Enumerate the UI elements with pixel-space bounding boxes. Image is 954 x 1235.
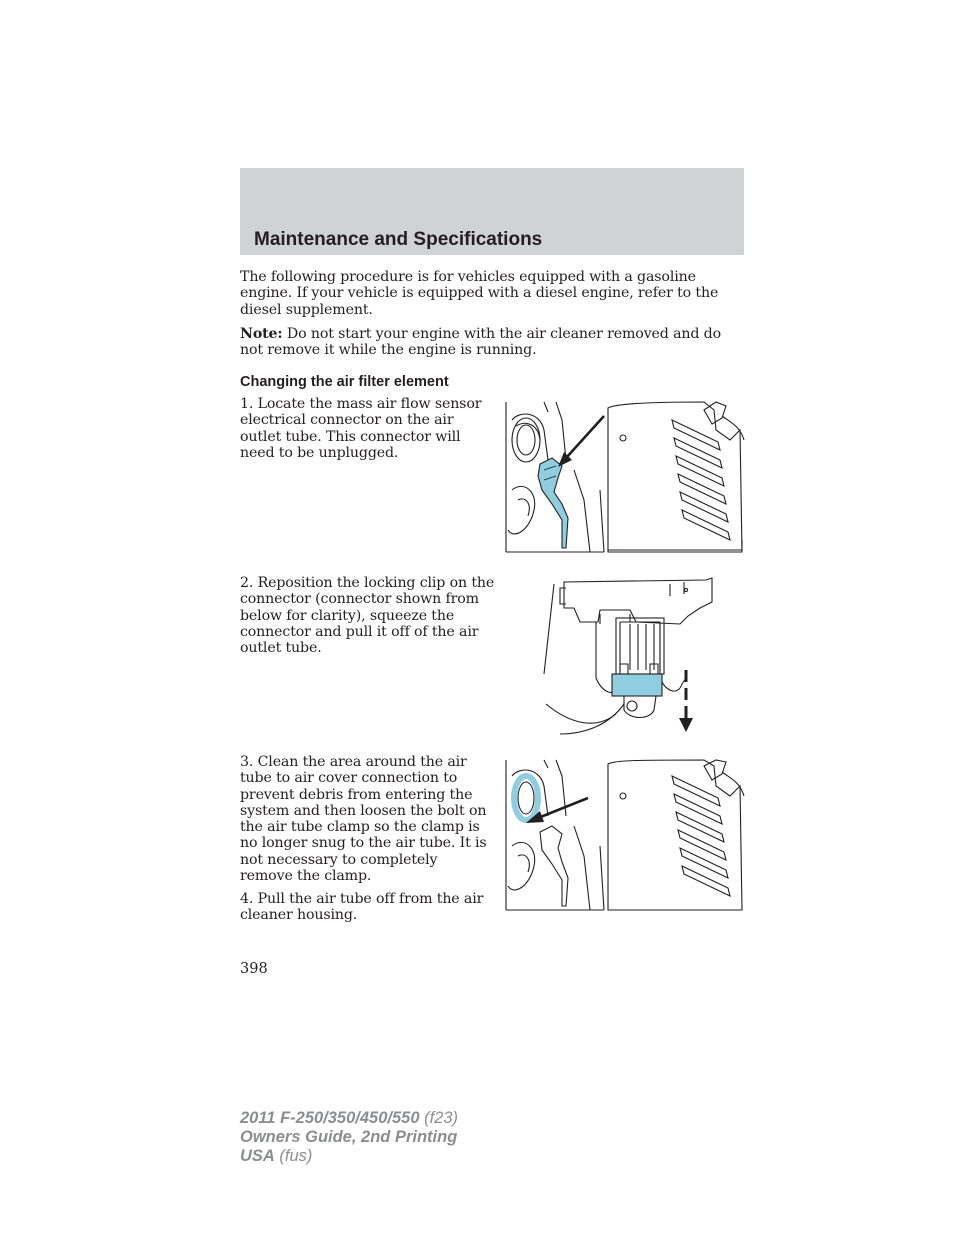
footer-line-2: Owners Guide, 2nd Printing xyxy=(240,1128,458,1146)
step-3: 3. Clean the area around the air tube to air cover connection to prevent debris from entering the system and then loosen the bolt on the air tube clamp so the clamp is no longer snug to the air tube. It is not necessary to completely remove the clamp. xyxy=(240,754,487,885)
step-4: 4. Pull the air tube off from the air cleaner housing. xyxy=(240,891,484,924)
page-number: 398 xyxy=(240,961,268,977)
footer-model-code: (f23) xyxy=(419,1109,459,1127)
figure-air-tube-clamp xyxy=(504,758,746,914)
section-title: Maintenance and Specifications xyxy=(254,229,543,250)
note-text: Do not start your engine with the air cleaner removed and do not remove it while the engine is running. xyxy=(240,326,722,359)
footer-line-1 xyxy=(240,1109,458,1128)
intro-paragraph: The following procedure is for vehicles equipped with a gasoline engine. If your vehicle is equipped with a diesel engine, refer to the diesel supplement. xyxy=(240,269,719,318)
step-1: 1. Locate the mass air flow sensor electrical connector on the air outlet tube. This connector will need to be unplugged. xyxy=(240,396,482,461)
footer-model: 2011 F-250/350/450/550 xyxy=(240,1109,420,1127)
step-2: 2. Reposition the locking clip on the connector (connector shown from below for clarity), squeeze the connector and pull it off of the air outlet tube. xyxy=(240,575,495,657)
note-paragraph xyxy=(240,326,744,359)
footer-market-code: (fus) xyxy=(274,1147,313,1165)
figure-maf-connector xyxy=(504,400,746,556)
procedure-heading: Changing the air filter element xyxy=(240,374,449,390)
footer-line-3 xyxy=(240,1147,458,1166)
footer xyxy=(240,1109,458,1166)
footer-market: USA xyxy=(240,1147,275,1165)
figure-connector-below xyxy=(540,574,718,738)
note-label: Note: xyxy=(240,326,283,342)
